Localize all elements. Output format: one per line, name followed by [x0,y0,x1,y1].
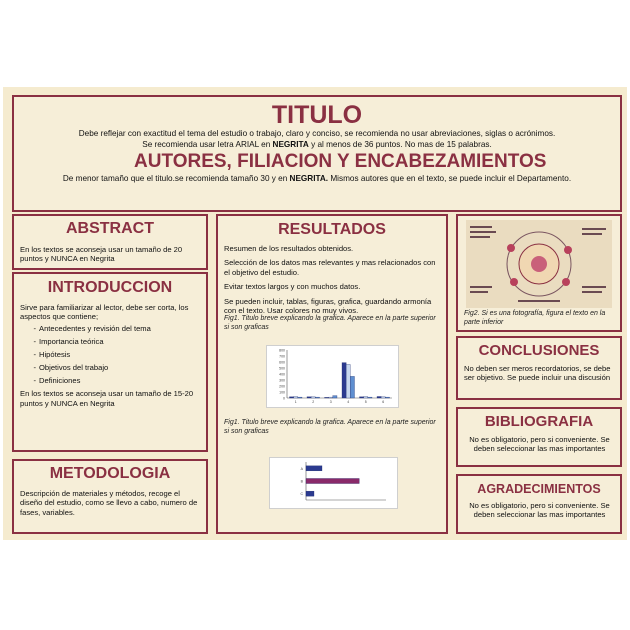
introduccion-list [14,322,206,387]
conclusiones-text: No deben ser meros recordatorios, se debe ser objetivo. Se puede incluir una discusión [464,364,611,383]
list-item: - Objetivos del trabajo [33,363,109,373]
bar [329,397,333,398]
bar [377,397,381,399]
resultados-p3: Evitar textos largos y con muchos datos. [224,282,361,292]
bar [311,397,315,398]
list-item: - Importancia teórica [33,336,104,346]
metodologia-text: Descripción de materiales y métodos, recoge el diseño del estudio, como se llevo a cabo, numero de fases, variables. [20,489,198,517]
bibliografia-heading: BIBLIOGRAFIA [484,413,594,430]
bar [346,364,350,398]
resultados-heading: RESULTADOS [278,221,386,238]
list-item: - Hipótesis [33,350,71,359]
bar [298,397,302,398]
header-box [12,95,622,212]
bar [360,397,364,398]
bar [315,397,319,398]
abstract-box [12,214,208,270]
x-tick-label: 5 [364,400,367,404]
bar [307,397,311,398]
authors-description: De menor tamaño que el titulo.se recomienda tamaño 30 y en NEGRITA. Mismos autores que en el texto, se puede incluir el Departamento. [62,174,572,183]
abstract-text: En los textos se aconseja usar un tamaño de 20 puntos y NUNCA en Negrita [20,245,183,264]
metodologia-box [12,459,208,534]
y-tick-label: 200 [279,384,285,389]
bibliografia-text: No es obligatorio, pero si conveniente. Se deben seleccionar las mas importantes [469,435,610,454]
bar [381,397,385,398]
bar [333,396,337,398]
y-tick-label: 600 [279,360,285,365]
figure2-image [466,220,612,308]
authors-heading: AUTORES, FILIACION Y ENCABEZAMIENTOS [134,151,547,172]
y-tick-label: 700 [279,354,285,359]
resultados-p4: Se pueden incluir, tablas, figuras, grafica, guardando armonía con el texto. Usar colores no muy vivos. [224,296,432,316]
bar [306,491,314,496]
y-tick-label: 400 [279,372,285,377]
bar-chart-horizontal-svg [270,458,397,508]
y-tick-label: 500 [279,366,285,371]
resultados-p2: Selección de los datos mas relevantes y mas relacionados con el objetivo del estudio. [224,258,436,277]
metodologia-heading: METODOLOGIA [49,465,171,482]
bar [385,397,389,398]
agradecimientos-text: No es obligatorio, pero si conveniente. Se deben seleccionar las mas importantes [469,501,610,520]
bar [294,397,298,399]
introduccion-box [12,272,208,452]
bar-chart-vertical [266,345,399,408]
title-description: Debe reflejar con exactitud el tema del estudio o trabajo, claro y conciso, se recomienda no usar abreviaciones, siglas o acrónimos. Se recomienda usar letra ARIAL en NEGRITA y al menos de 36 puntos. No mas de 15 palabras. [78,129,556,149]
poster-title: TITULO [271,101,363,129]
bar [368,397,372,398]
x-tick-label: 6 [382,400,385,404]
bar [364,397,368,399]
bar [325,397,329,398]
bar-chart-vertical-svg [267,346,398,407]
y-tick-label: 800 [279,348,285,353]
bar [342,363,346,398]
x-tick-label: 3 [329,400,332,404]
list-item: - Definiciones [33,376,81,386]
introduccion-heading: INTRODUCCION [47,279,173,296]
bar [290,397,294,398]
figure2-box [456,214,622,332]
bar [306,466,322,471]
figure1b-caption: Fig1. Titulo breve explicando la grafica. Aparece en la parte superior si son graficas [224,419,436,435]
y-tick-label: 300 [279,378,285,383]
y-tick-label: C [300,492,303,497]
bibliografia-box [456,407,622,467]
introduccion-text: Sirve para familiarizar al lector, debe ser corta, los aspectos que contiene; [20,303,189,322]
bar [350,376,354,398]
bar-chart-horizontal [269,457,398,509]
y-tick-label: B [300,479,303,484]
y-tick-label: 100 [279,390,285,395]
resultados-body [218,240,446,333]
introduccion-footer: En los textos se aconseja usar un tamaño de 15-20 puntos y NUNCA en Negrita [20,389,194,408]
y-tick-label: A [300,466,303,471]
x-tick-label: 1 [294,400,297,404]
figure2-caption: Fig2. Si es una fotografía, figura el texto en la parte inferior [464,310,606,326]
agradecimientos-heading: AGRADECIMIENTOS [477,482,601,496]
agradecimientos-box [456,474,622,534]
resultados-p1: Resumen de los resultados obtenidos. [224,244,354,253]
x-tick-label: 2 [312,400,315,404]
conclusiones-box [456,336,622,400]
bar [306,478,359,483]
conclusiones-heading: CONCLUSIONES [478,342,600,359]
x-tick-label: 4 [347,400,350,404]
y-tick-label: 0 [283,396,285,401]
abstract-heading: ABSTRACT [66,220,154,237]
diagram-icon [466,220,612,308]
list-item: - Antecedentes y revisión del tema [33,323,151,333]
figure1-caption: Fig1. Titulo breve explicando la grafica. Aparece en la parte superior si son graficas [224,315,436,332]
